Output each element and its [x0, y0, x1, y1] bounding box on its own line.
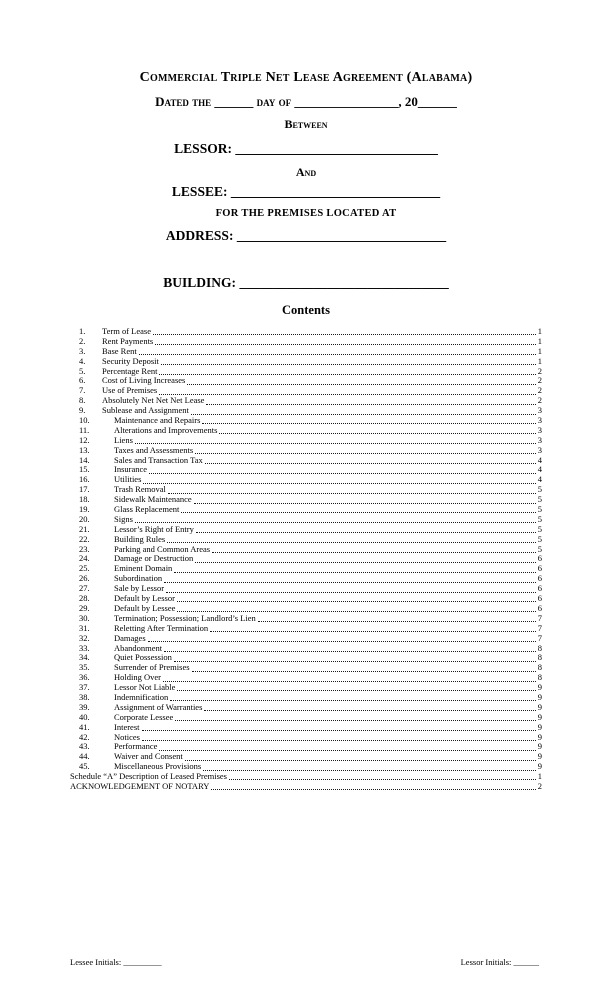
toc-entry-number: 41. [79, 721, 90, 732]
toc-dot-leader [212, 545, 536, 553]
toc-entry-page: 3 [537, 444, 542, 455]
toc-entry-page: 1 [537, 355, 542, 366]
toc-entry-title: Termination; Possession; Landlord’s Lien [114, 612, 256, 623]
toc-entry-title: Cost of Living Increases [102, 375, 186, 386]
toc-entry-page: 5 [537, 533, 542, 544]
toc-entry-title: Holding Over [114, 672, 161, 683]
toc-entry-title: Sales and Transaction Tax [114, 454, 203, 465]
toc-entry-page: 5 [537, 484, 542, 495]
toc-dot-leader [135, 436, 536, 444]
toc-entry [70, 782, 542, 792]
toc-entry-page: 7 [537, 632, 542, 643]
toc-dot-leader [155, 337, 536, 345]
toc-entry-page: 8 [537, 642, 542, 653]
toc-entry-number: 24. [79, 553, 90, 564]
toc-dot-leader [159, 386, 536, 394]
toc-dot-leader [149, 465, 536, 473]
toc-entry-number: 21. [79, 523, 90, 534]
toc-dot-leader [139, 347, 536, 355]
toc-entry-page: 8 [537, 652, 542, 663]
lessee-initials [70, 957, 162, 967]
toc-entry-number: 22. [79, 533, 90, 544]
toc-entry-title: Maintenance and Repairs [114, 415, 201, 426]
toc-entry-page: 2 [537, 375, 542, 386]
toc-entry-title: Waiver and Consent [114, 751, 183, 762]
toc-entry-page: 2 [537, 780, 542, 791]
toc-entry-page: 1 [537, 345, 542, 356]
toc-entry-page: 9 [537, 711, 542, 722]
toc-entry-title: Abandonment [114, 642, 163, 653]
toc-entry-number: 8. [79, 395, 86, 406]
toc-dot-leader [258, 614, 536, 622]
toc-dot-leader [194, 495, 536, 503]
toc-dot-leader [175, 713, 536, 721]
table-of-contents [70, 327, 542, 792]
toc-entry-number: 31. [79, 622, 90, 633]
contents-heading: Contents [282, 303, 330, 317]
toc-entry-title: ACKNOWLEDGEMENT OF NOTARY [70, 780, 210, 791]
toc-entry-page: 6 [537, 573, 542, 584]
toc-entry-title: Damages [114, 632, 146, 643]
toc-entry-page: 2 [537, 365, 542, 376]
toc-dot-leader [211, 782, 535, 790]
toc-entry-title: Alterations and Improvements [114, 424, 218, 435]
toc-dot-leader [205, 456, 536, 464]
toc-dot-leader [163, 673, 536, 681]
toc-entry-number: 25. [79, 563, 90, 574]
toc-entry-number: 38. [79, 691, 90, 702]
page-footer [70, 957, 539, 967]
lessee-initials-label: Lessee Initials: [70, 957, 122, 967]
toc-entry-page: 5 [537, 513, 542, 524]
toc-dot-leader [192, 663, 536, 671]
toc-entry-title: Rent Payments [102, 335, 154, 346]
toc-entry-number: 18. [79, 494, 90, 505]
lessor-blank-field: ______________________________ [235, 141, 438, 156]
toc-entry-number: 45. [79, 761, 90, 772]
toc-entry-number: 1. [79, 326, 86, 336]
toc-entry-number: 33. [79, 642, 90, 653]
toc-entry-number: 9. [79, 405, 86, 416]
address-line [0, 229, 612, 243]
toc-entry-title: Sale by Lessor [114, 583, 165, 594]
between-label: Between [284, 117, 328, 131]
toc-entry-number: 34. [79, 652, 90, 663]
toc-entry-number: 11. [79, 424, 90, 435]
toc-dot-leader [187, 376, 535, 384]
toc-entry-title: Assignment of Warranties [114, 701, 203, 712]
toc-entry-page: 1 [537, 335, 542, 346]
toc-entry-title: Default by Lessor [114, 593, 175, 604]
toc-dot-leader [204, 703, 535, 711]
toc-dot-leader [191, 406, 536, 414]
lessor-initials-label: Lessor Initials: [460, 957, 512, 967]
toc-dot-leader [174, 564, 535, 572]
toc-dot-leader [164, 574, 536, 582]
lessee-blank-field: _______________________________ [230, 184, 441, 199]
toc-entry-title: Corporate Lessee [114, 711, 174, 722]
toc-entry-number: 7. [79, 385, 86, 396]
toc-entry-number: 39. [79, 701, 90, 712]
toc-entry-page: 1 [537, 771, 542, 782]
toc-entry-page: 6 [537, 602, 542, 613]
toc-entry-title: Building Rules [114, 533, 166, 544]
toc-entry-page: 6 [537, 563, 542, 574]
toc-entry-page: 3 [537, 434, 542, 445]
toc-entry-page: 9 [537, 721, 542, 732]
toc-entry-number: 36. [79, 672, 90, 683]
toc-dot-leader [167, 535, 536, 543]
toc-entry-page: 7 [537, 612, 542, 623]
toc-entry-title: Indemnification [114, 691, 169, 702]
toc-entry [70, 713, 542, 723]
toc-entry-title: Performance [114, 741, 158, 752]
toc-entry-page: 4 [537, 464, 542, 475]
toc-entry-title: Damage or Destruction [114, 553, 194, 564]
toc-dot-leader [168, 485, 536, 493]
toc-entry-page: 4 [537, 454, 542, 465]
toc-dot-leader [161, 357, 536, 365]
toc-entry-title: Security Deposit [102, 355, 159, 366]
lessor-label: LESSOR: [174, 141, 232, 156]
toc-dot-leader [203, 762, 536, 770]
toc-entry-page: 9 [537, 701, 542, 712]
toc-entry-number: 6. [79, 375, 86, 386]
toc-dot-leader [159, 367, 535, 375]
toc-entry-page: 3 [537, 415, 542, 426]
toc-entry-number: 19. [79, 504, 90, 515]
toc-entry-title: Glass Replacement [114, 504, 180, 515]
toc-entry-number: 4. [79, 355, 86, 366]
toc-entry-title: Miscellaneous Provisions [114, 761, 202, 772]
toc-dot-leader [177, 604, 535, 612]
toc-entry-page: 5 [537, 543, 542, 554]
toc-entry-number: 30. [79, 612, 90, 623]
and-label: And [295, 165, 317, 179]
address-blank-field: _______________________________ [236, 228, 447, 243]
toc-entry-title: Base Rent [102, 345, 137, 356]
toc-entry-number: 14. [79, 454, 90, 465]
building-blank-field: _______________________________ [239, 275, 449, 290]
toc-entry-number: 27. [79, 583, 90, 594]
toc-entry-number: 32. [79, 632, 90, 643]
toc-dot-leader [210, 624, 536, 632]
toc-dot-leader [174, 653, 536, 661]
toc-entry-title: Default by Lessee [114, 602, 176, 613]
toc-entry [70, 337, 542, 347]
toc-entry-page: 7 [537, 622, 542, 633]
toc-entry-number: 23. [79, 543, 90, 554]
toc-entry-page: 9 [537, 682, 542, 693]
toc-entry-number: 16. [79, 474, 90, 485]
toc-entry-number: 13. [79, 444, 90, 455]
toc-entry-title: Quiet Possession [114, 652, 172, 663]
toc-dot-leader [164, 644, 536, 652]
toc-dot-leader [219, 426, 535, 434]
toc-entry-title: Subordination [114, 573, 163, 584]
toc-entry-page: 4 [537, 474, 542, 485]
toc-entry-page: 6 [537, 583, 542, 594]
toc-dot-leader [148, 634, 536, 642]
toc-entry-title: Liens [114, 434, 133, 445]
document-header [0, 0, 612, 290]
toc-entry-number: 5. [79, 365, 86, 376]
toc-entry-page: 5 [537, 504, 542, 515]
toc-entry-title: Trash Removal [114, 484, 166, 495]
toc-entry-page: 9 [537, 731, 542, 742]
toc-entry-title: Schedule “A” Description of Leased Premises [70, 771, 227, 782]
toc-entry-page: 8 [537, 662, 542, 673]
toc-dot-leader [206, 396, 535, 404]
toc-entry-number: 10. [79, 415, 90, 426]
toc-entries [70, 327, 542, 792]
toc-entry-title: Term of Lease [102, 326, 151, 336]
toc-entry-page: 3 [537, 424, 542, 435]
toc-entry-page: 9 [537, 691, 542, 702]
toc-entry-page: 9 [537, 751, 542, 762]
toc-entry-title: Lessor’s Right of Entry [114, 523, 194, 534]
toc-dot-leader [195, 554, 535, 562]
toc-entry-title: Surrender of Premises [114, 662, 190, 673]
toc-entry-title: Sidewalk Maintenance [114, 494, 192, 505]
toc-entry-title: Notices [114, 731, 140, 742]
toc-entry-page: 2 [537, 385, 542, 396]
toc-entry-number: 20. [79, 513, 90, 524]
toc-entry-title: Lessor Not Liable [114, 682, 176, 693]
toc-entry-number: 29. [79, 602, 90, 613]
toc-entry-number: 28. [79, 593, 90, 604]
lessee-initials-blank: _________ [123, 957, 162, 967]
toc-dot-leader [196, 525, 536, 533]
toc-entry [70, 426, 542, 436]
toc-entry-page: 9 [537, 761, 542, 772]
toc-dot-leader [181, 505, 535, 513]
lessee-label: LESSEE: [171, 184, 228, 199]
address-label: ADDRESS: [165, 228, 234, 243]
toc-entry-page: 8 [537, 672, 542, 683]
toc-dot-leader [159, 742, 535, 750]
toc-entry-number: 3. [79, 345, 86, 356]
toc-entry-title: Sublease and Assignment [102, 405, 189, 416]
toc-dot-leader [142, 723, 536, 731]
lessor-initials [461, 957, 539, 967]
toc-entry-title: Signs [114, 513, 133, 524]
toc-entry-title: Absolutely Net Net Net Lease [102, 395, 205, 406]
toc-dot-leader [177, 594, 536, 602]
toc-dot-leader [143, 475, 535, 483]
toc-entry-number: 42. [79, 731, 90, 742]
toc-entry-number: 43. [79, 741, 90, 752]
toc-dot-leader [185, 752, 536, 760]
toc-entry-title: Utilities [114, 474, 142, 485]
toc-entry-title: Eminent Domain [114, 563, 173, 574]
toc-entry-number: 15. [79, 464, 90, 475]
toc-entry-title: Percentage Rent [102, 365, 158, 376]
toc-entry-number: 2. [79, 335, 86, 346]
lessee-line [0, 185, 612, 199]
toc-entry-number: 12. [79, 434, 90, 445]
dated-line: Dated the ______ day of ________________, 20______ [155, 94, 457, 109]
toc-entry-page: 1 [537, 326, 542, 336]
toc-dot-leader [229, 772, 536, 780]
toc-entry-number: 17. [79, 484, 90, 495]
toc-dot-leader [166, 584, 536, 592]
building-line [0, 276, 612, 290]
toc-entry-number: 37. [79, 682, 90, 693]
toc-entry-title: Reletting After Termination [114, 622, 209, 633]
toc-dot-leader [135, 515, 536, 523]
toc-entry [70, 723, 542, 733]
toc-entry-page: 9 [537, 741, 542, 752]
toc-dot-leader [195, 446, 536, 454]
toc-entry-page: 2 [537, 395, 542, 406]
toc-dot-leader [142, 733, 536, 741]
toc-entry-title: Taxes and Assessments [114, 444, 194, 455]
toc-entry-title: Insurance [114, 464, 148, 475]
toc-entry-page: 3 [537, 405, 542, 416]
lessor-initials-blank: ______ [513, 957, 539, 967]
building-label: BUILDING: [163, 275, 237, 290]
toc-entry [70, 505, 542, 515]
toc-entry-page: 6 [537, 553, 542, 564]
toc-entry-number: 40. [79, 711, 90, 722]
toc-dot-leader [153, 327, 536, 335]
toc-entry-title: Use of Premises [102, 385, 158, 396]
toc-entry-number: 44. [79, 751, 90, 762]
toc-entry-title: Parking and Common Areas [114, 543, 211, 554]
toc-entry-page: 6 [537, 593, 542, 604]
document-title: Commercial Triple Net Lease Agreement (Alabama) [139, 70, 473, 85]
toc-dot-leader [202, 416, 535, 424]
premises-caption: FOR THE PREMISES LOCATED AT [215, 208, 397, 219]
toc-dot-leader [177, 683, 535, 691]
toc-dot-leader [170, 693, 535, 701]
toc-entry-number: 35. [79, 662, 90, 673]
toc-entry-page: 5 [537, 494, 542, 505]
toc-entry-title: Interest [114, 721, 140, 732]
toc-entry-page: 5 [537, 523, 542, 534]
toc-entry-number: 26. [79, 573, 90, 584]
lessor-line [0, 142, 612, 156]
